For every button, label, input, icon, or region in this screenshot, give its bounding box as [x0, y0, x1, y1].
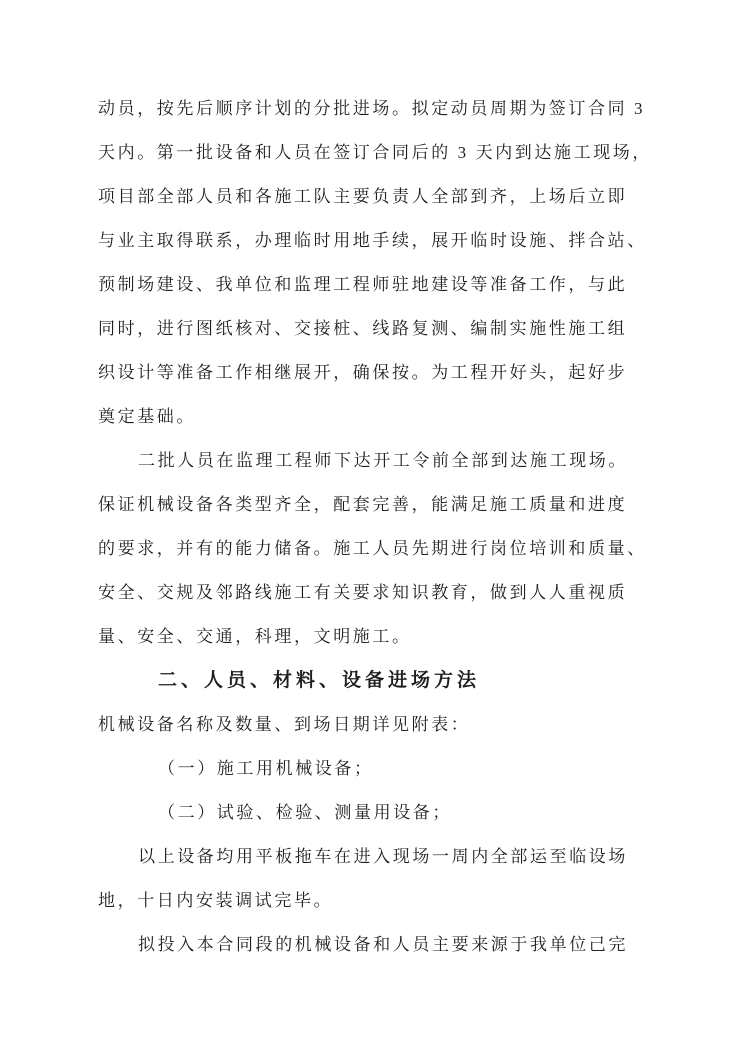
body-text-line: 的要求，并有的能力储备。施工人员先期进行岗位培训和质量、 — [98, 539, 647, 558]
body-text-line: 保证机械设备各类型齐全，配套完善，能满足施工质量和进度 — [98, 495, 628, 514]
body-text-line: 动员，按先后顺序计划的分批进场。拟定动员周期为签订合同 3 — [98, 99, 646, 118]
body-text-line: 量、安全、交通，科理，文明施工。 — [98, 627, 412, 646]
body-text-line-paragraph-start: 二批人员在监理工程师下达开工令前全部到达施工现场。 — [138, 451, 628, 470]
body-text-line: 安全、交规及邻路线施工有关要求知识教育，做到人人重视质 — [98, 583, 628, 602]
body-text-line-paragraph-start: 拟投入本合同段的机械设备和人员主要来源于我单位己完 — [138, 935, 628, 954]
body-text-line: 天内。第一批设备和人员在签订合同后的 3 天内到达施工现场， — [98, 143, 652, 162]
body-text-line-paragraph-start: 以上设备均用平板拖车在进入现场一周内全部运至临设场 — [138, 847, 628, 866]
section-heading: 二、人员、材料、设备进场方法 — [158, 670, 481, 691]
body-text-line: 奠定基础。 — [98, 407, 196, 426]
document-text-block — [98, 87, 654, 967]
body-text-line: 机械设备名称及数量、到场日期详见附表： — [98, 715, 471, 734]
body-text-line: 同时，进行图纸核对、交接桩、线路复测、编制实施性施工组 — [98, 319, 628, 338]
body-text-line: 地，十日内安装调试完毕。 — [98, 891, 334, 910]
list-item-line: （一）施工用机械设备； — [158, 759, 374, 778]
body-text-line: 与业主取得联系，办理临时用地手续，展开临时设施、拌合站、 — [98, 231, 647, 250]
body-text-line: 预制场建设、我单位和监理工程师驻地建设等准备工作，与此 — [98, 275, 628, 294]
body-text-line: 项目部全部人员和各施工队主要负责人全部到齐，上场后立即 — [98, 187, 628, 206]
body-text-line: 织设计等准备工作相继展开，确保按。为工程开好头，起好步 — [98, 363, 628, 382]
list-item-line: （二）试验、检验、测量用设备； — [158, 803, 452, 822]
